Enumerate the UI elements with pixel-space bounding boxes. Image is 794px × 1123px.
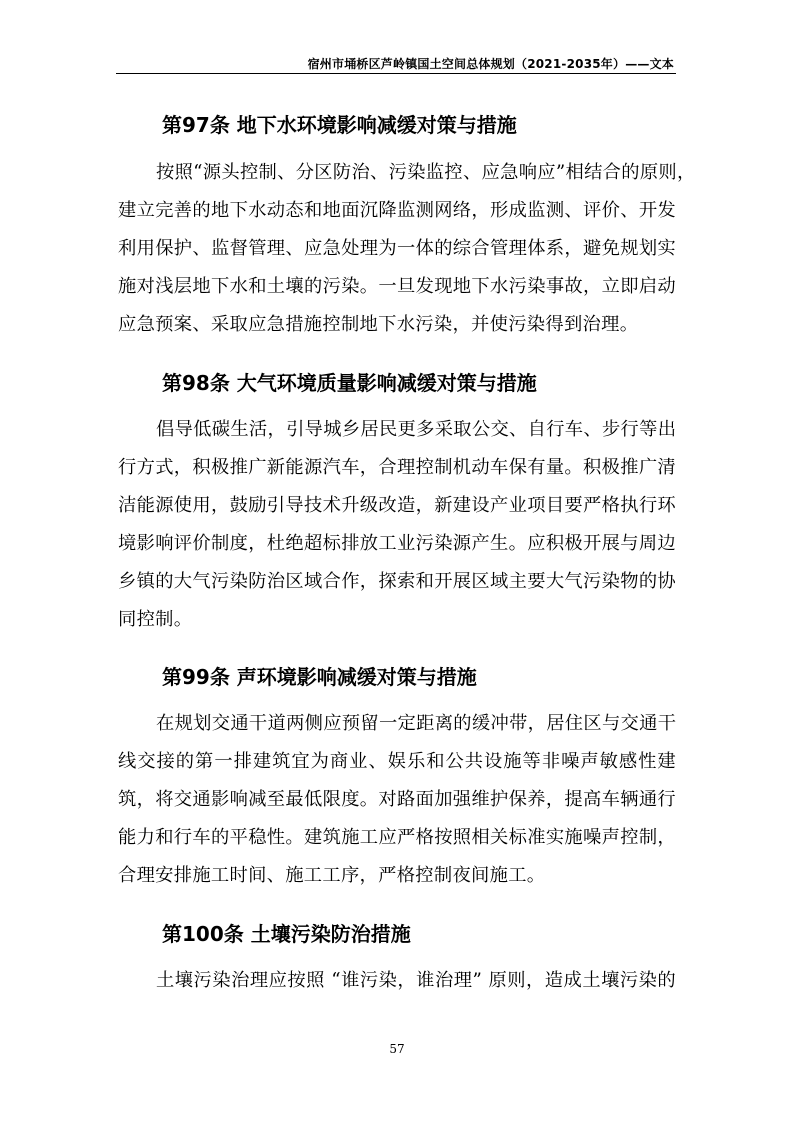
section-heading-97: 第97条 地下水环境影响减缓对策与措施 <box>162 113 517 137</box>
paragraph-line: 洁能源使用，鼓励引导技术升级改造，新建设产业项目要严格执行环 <box>118 495 676 516</box>
paragraph-line: 筑，将交通影响减至最低限度。对路面加强维护保养，提高车辆通行 <box>118 789 676 810</box>
paragraph-line: 境影响评价制度，杜绝超标排放工业污染源产生。应积极开展与周边 <box>118 533 676 554</box>
paragraph-line: 在规划交通干道两侧应预留一定距离的缓冲带，居住区与交通干 <box>156 713 677 734</box>
section-heading-98: 第98条 大气环境质量影响减缓对策与措施 <box>162 371 537 395</box>
paragraph-line: 利用保护、监督管理、应急处理为一体的综合管理体系，避免规划实 <box>118 238 676 259</box>
section-body-97 <box>118 154 696 344</box>
page-number: 57 <box>389 1042 405 1056</box>
paragraph-line: 能力和行车的平稳性。建筑施工应严格按照相关标准实施噪声控制， <box>118 827 676 848</box>
paragraph-line: 按照“源头控制、分区防治、污染监控、应急响应”相结合的原则， <box>156 162 696 183</box>
section-body-98 <box>118 411 676 639</box>
paragraph-line: 建立完善的地下水动态和地面沉降监测网络，形成监测、评价、开发 <box>118 200 676 221</box>
paragraph-line: 土壤污染治理应按照 “谁污染，谁治理” 原则，造成土壤污染的 <box>156 970 676 991</box>
section-heading-99: 第99条 声环境影响减缓对策与措施 <box>162 665 477 689</box>
section-body-100 <box>118 962 676 1000</box>
paragraph-line: 行方式，积极推广新能源汽车，合理控制机动车保有量。积极推广清 <box>118 457 676 478</box>
paragraph-line: 应急预案、采取应急措施控制地下水污染，并使污染得到治理。 <box>118 314 639 335</box>
header-rule <box>116 73 676 74</box>
paragraph-line: 同控制。 <box>118 609 193 630</box>
paragraph-line: 乡镇的大气污染防治区域合作，探索和开展区域主要大气污染物的协 <box>118 571 676 592</box>
section-body-99 <box>118 705 676 895</box>
paragraph-line: 线交接的第一排建筑宜为商业、娱乐和公共设施等非噪声敏感性建 <box>118 751 676 772</box>
paragraph-line: 合理安排施工时间、施工工序，严格控制夜间施工。 <box>118 865 546 886</box>
paragraph-line: 施对浅层地下水和土壤的污染。一旦发现地下水污染事故，立即启动 <box>118 276 676 297</box>
section-heading-100: 第100条 土壤污染防治措施 <box>162 922 411 946</box>
paragraph-line: 倡导低碳生活，引导城乡居民更多采取公交、自行车、步行等出 <box>156 419 677 440</box>
running-header: 宿州市埇桥区芦岭镇国土空间总体规划（2021-2035年）——文本 <box>307 57 674 71</box>
